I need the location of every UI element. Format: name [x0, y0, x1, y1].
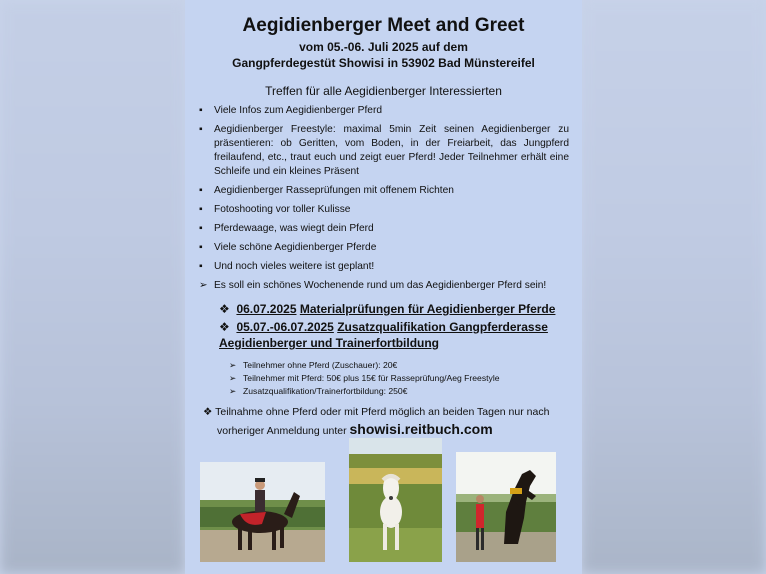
list-item: ▪ Und noch vieles weitere ist geplant! — [199, 261, 375, 272]
list-item: ▪ Pferdewaage, was wiegt dein Pferd — [199, 223, 374, 234]
bullet-icon: ▪ — [199, 261, 203, 272]
arrow-icon: ➢ — [229, 386, 237, 396]
flyer-title: Aegidienberger Meet and Greet — [242, 15, 525, 36]
bullet-icon: ▪ — [199, 185, 203, 196]
white-horse-illustration — [349, 438, 442, 562]
price-item: ➢ Zusatzqualifikation/Trainerfortbildung: 250€ — [229, 386, 408, 396]
flyer-location-line: Gangpferdegestüt Showisi in 53902 Bad Münstereifel — [232, 56, 535, 70]
highlight-qualification: ❖ 05.07.-06.07.2025 Zusatzqualifikation Gangpferderasse — [219, 320, 548, 334]
blurred-background-right — [581, 0, 766, 574]
list-item: ▪ Aegidienberger Rasseprüfungen mit offenem Richten — [199, 185, 454, 196]
arrow-icon: ➢ — [229, 373, 237, 383]
price-item: ➢ Teilnehmer ohne Pferd (Zuschauer): 20€ — [229, 360, 398, 370]
feature-list — [199, 104, 569, 298]
list-item: ▪ Fotoshooting vor toller Kulisse — [199, 204, 351, 215]
list-item: ➢ Es soll ein schönes Wochenende rund um das Aegidienberger Pferd sein! — [199, 280, 547, 291]
bullet-icon: ▪ — [199, 204, 203, 215]
photo-rearing-horse — [456, 452, 556, 562]
flyer-date-line: vom 05.-06. Juli 2025 auf dem — [299, 40, 468, 54]
bullet-icon: ▪ — [199, 124, 203, 135]
arrow-icon: ➢ — [199, 280, 208, 291]
highlight-qualification-line2: Aegidienberger und Trainerfortbildung — [219, 336, 440, 350]
blurred-background-left — [0, 0, 185, 574]
bullet-icon: ▪ — [199, 223, 203, 234]
list-item: ▪ Aegidienberger Freestyle: maximal 5min Zeit seinen Aegidienberger zu präsentieren: ob Geritten, vom Boden, in der Freiarbeit, das Jungpferd freilaufend, etc., traut euch und zeigt euer Pferd! Jeder Teilnehmer erhält eine Schleife und ein kleines Präsent — [199, 124, 569, 177]
event-flyer — [185, 0, 582, 574]
flyer-intro: Treffen für alle Aegidienberger Interessierten — [265, 84, 502, 98]
list-item: ▪ Viele schöne Aegidienberger Pferde — [199, 242, 377, 253]
highlight-material-test: ❖ 06.07.2025 Materialprüfungen für Aegidienberger Pferde — [219, 302, 556, 316]
diamond-icon: ❖ — [219, 302, 230, 316]
arrow-icon: ➢ — [229, 360, 237, 370]
price-item: ➢ Teilnehmer mit Pferd: 50€ plus 15€ für Rasseprüfung/Aeg Freestyle — [229, 373, 500, 383]
rearing-horse-illustration — [456, 452, 556, 562]
registration-link[interactable]: showisi.reitbuch.com — [349, 421, 493, 437]
photo-white-horse — [349, 438, 442, 562]
photo-rider-horse — [200, 462, 325, 562]
bullet-icon: ▪ — [199, 105, 203, 116]
diamond-icon: ❖ — [203, 406, 213, 418]
registration-note: ❖ Teilnahme ohne Pferd oder mit Pferd möglich an beiden Tagen nur nach vorheriger Anmeldung unter showisi.reitbuch.com — [203, 406, 550, 437]
bullet-icon: ▪ — [199, 242, 203, 253]
rider-horse-illustration — [200, 462, 325, 562]
list-item: ▪ Viele Infos zum Aegidienberger Pferd — [199, 105, 383, 116]
diamond-icon: ❖ — [219, 320, 230, 334]
